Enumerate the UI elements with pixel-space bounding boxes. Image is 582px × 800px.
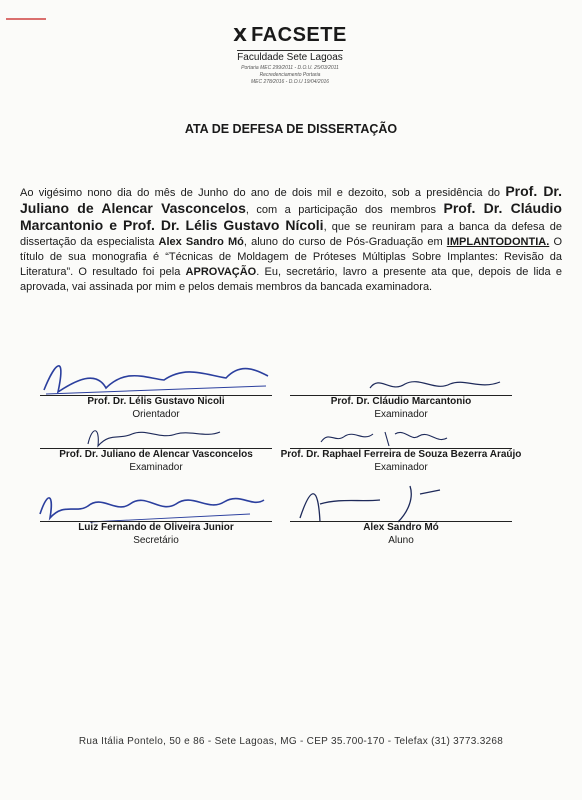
- body-text-2: , com a participação dos membros: [245, 204, 444, 216]
- signer-role-5: Secretário: [133, 535, 179, 546]
- logo-name: FACSETE: [251, 24, 347, 46]
- logo: [200, 24, 380, 47]
- signer-role-6: Aluno: [388, 535, 414, 546]
- resultado: APROVAÇÃO: [185, 266, 257, 278]
- signer-name-6: Alex Sandro Mó: [363, 522, 439, 533]
- signer-role-2: Examinador: [374, 409, 428, 420]
- signature-lelis: [36, 350, 276, 400]
- aluno-name: Alex Sandro Mó: [158, 236, 244, 248]
- signer-name-1: Prof. Dr. Lélis Gustavo Nicoli: [87, 396, 225, 407]
- signature-juliano: [80, 422, 230, 450]
- body-text-4: , aluno do curso de Pós-Graduação em: [243, 236, 447, 248]
- presidente-name: Prof. Dr. Juliano de Alencar Vasconcelos: [20, 183, 562, 216]
- logo-subtitle: Faculdade Sete Lagoas: [237, 52, 343, 63]
- signer-role-4: Examinador: [374, 462, 428, 473]
- body-text-5: O título de sua monografia é “Técnicas de Moldagem de Próteses Múltiplas Sobre Implantes: Revisão da Literatura”. O resultado foi pela: [20, 236, 562, 278]
- logo-mark-icon: Ⅹ: [233, 24, 248, 46]
- document-title: ATA DE DEFESA DE DISSERTAÇÃO: [184, 122, 398, 136]
- body-text-6: . Eu, secretário, lavro a presente ata que, depois de lida e aprovada, vai assinada por mim e pelos demais membros da bancada examinadora.: [20, 266, 562, 293]
- letterhead: [200, 24, 380, 86]
- footer-address: Rua Itália Pontelo, 50 e 86 - Sete Lagoas, MG - CEP 35.700-170 - Telefax (31) 3773.3268: [78, 736, 504, 747]
- body-text-1: Ao vigésimo nono dia do mês de Junho do ano de dois mil e dezoito, sob a presidência do: [20, 187, 506, 199]
- signer-name-2: Prof. Dr. Cláudio Marcantonio: [330, 396, 472, 407]
- signer-role-3: Examinador: [129, 462, 183, 473]
- letterhead-line-2: Recredenciamento Portaria: [259, 72, 321, 78]
- corner-mark: [6, 18, 46, 20]
- curso-name: IMPLANTODONTIA.: [446, 236, 550, 248]
- signer-name-3: Prof. Dr. Juliano de Alencar Vasconcelos: [59, 449, 253, 460]
- signer-role-1: Orientador: [132, 409, 180, 420]
- minutes-paragraph: [20, 184, 562, 295]
- membros-names: Prof. Dr. Cláudio Marcantonio e Prof. Dr. Lélis Gustavo Nícoli: [20, 200, 562, 233]
- body-text-3: , que se reuniram para a banca da defesa de dissertação da especialista: [20, 221, 563, 248]
- letterhead-line-3: MEC 278/2016 - D.O.U 19/04/2016: [250, 79, 330, 85]
- signer-name-5: Luiz Fernando de Oliveira Junior: [78, 522, 234, 533]
- signer-name-4: Prof. Dr. Raphael Ferreira de Souza Bezerra Araújo: [280, 449, 522, 460]
- letterhead-line-1: Portaria MEC 299/2011 - D.O.U. 25/03/2011: [241, 65, 339, 71]
